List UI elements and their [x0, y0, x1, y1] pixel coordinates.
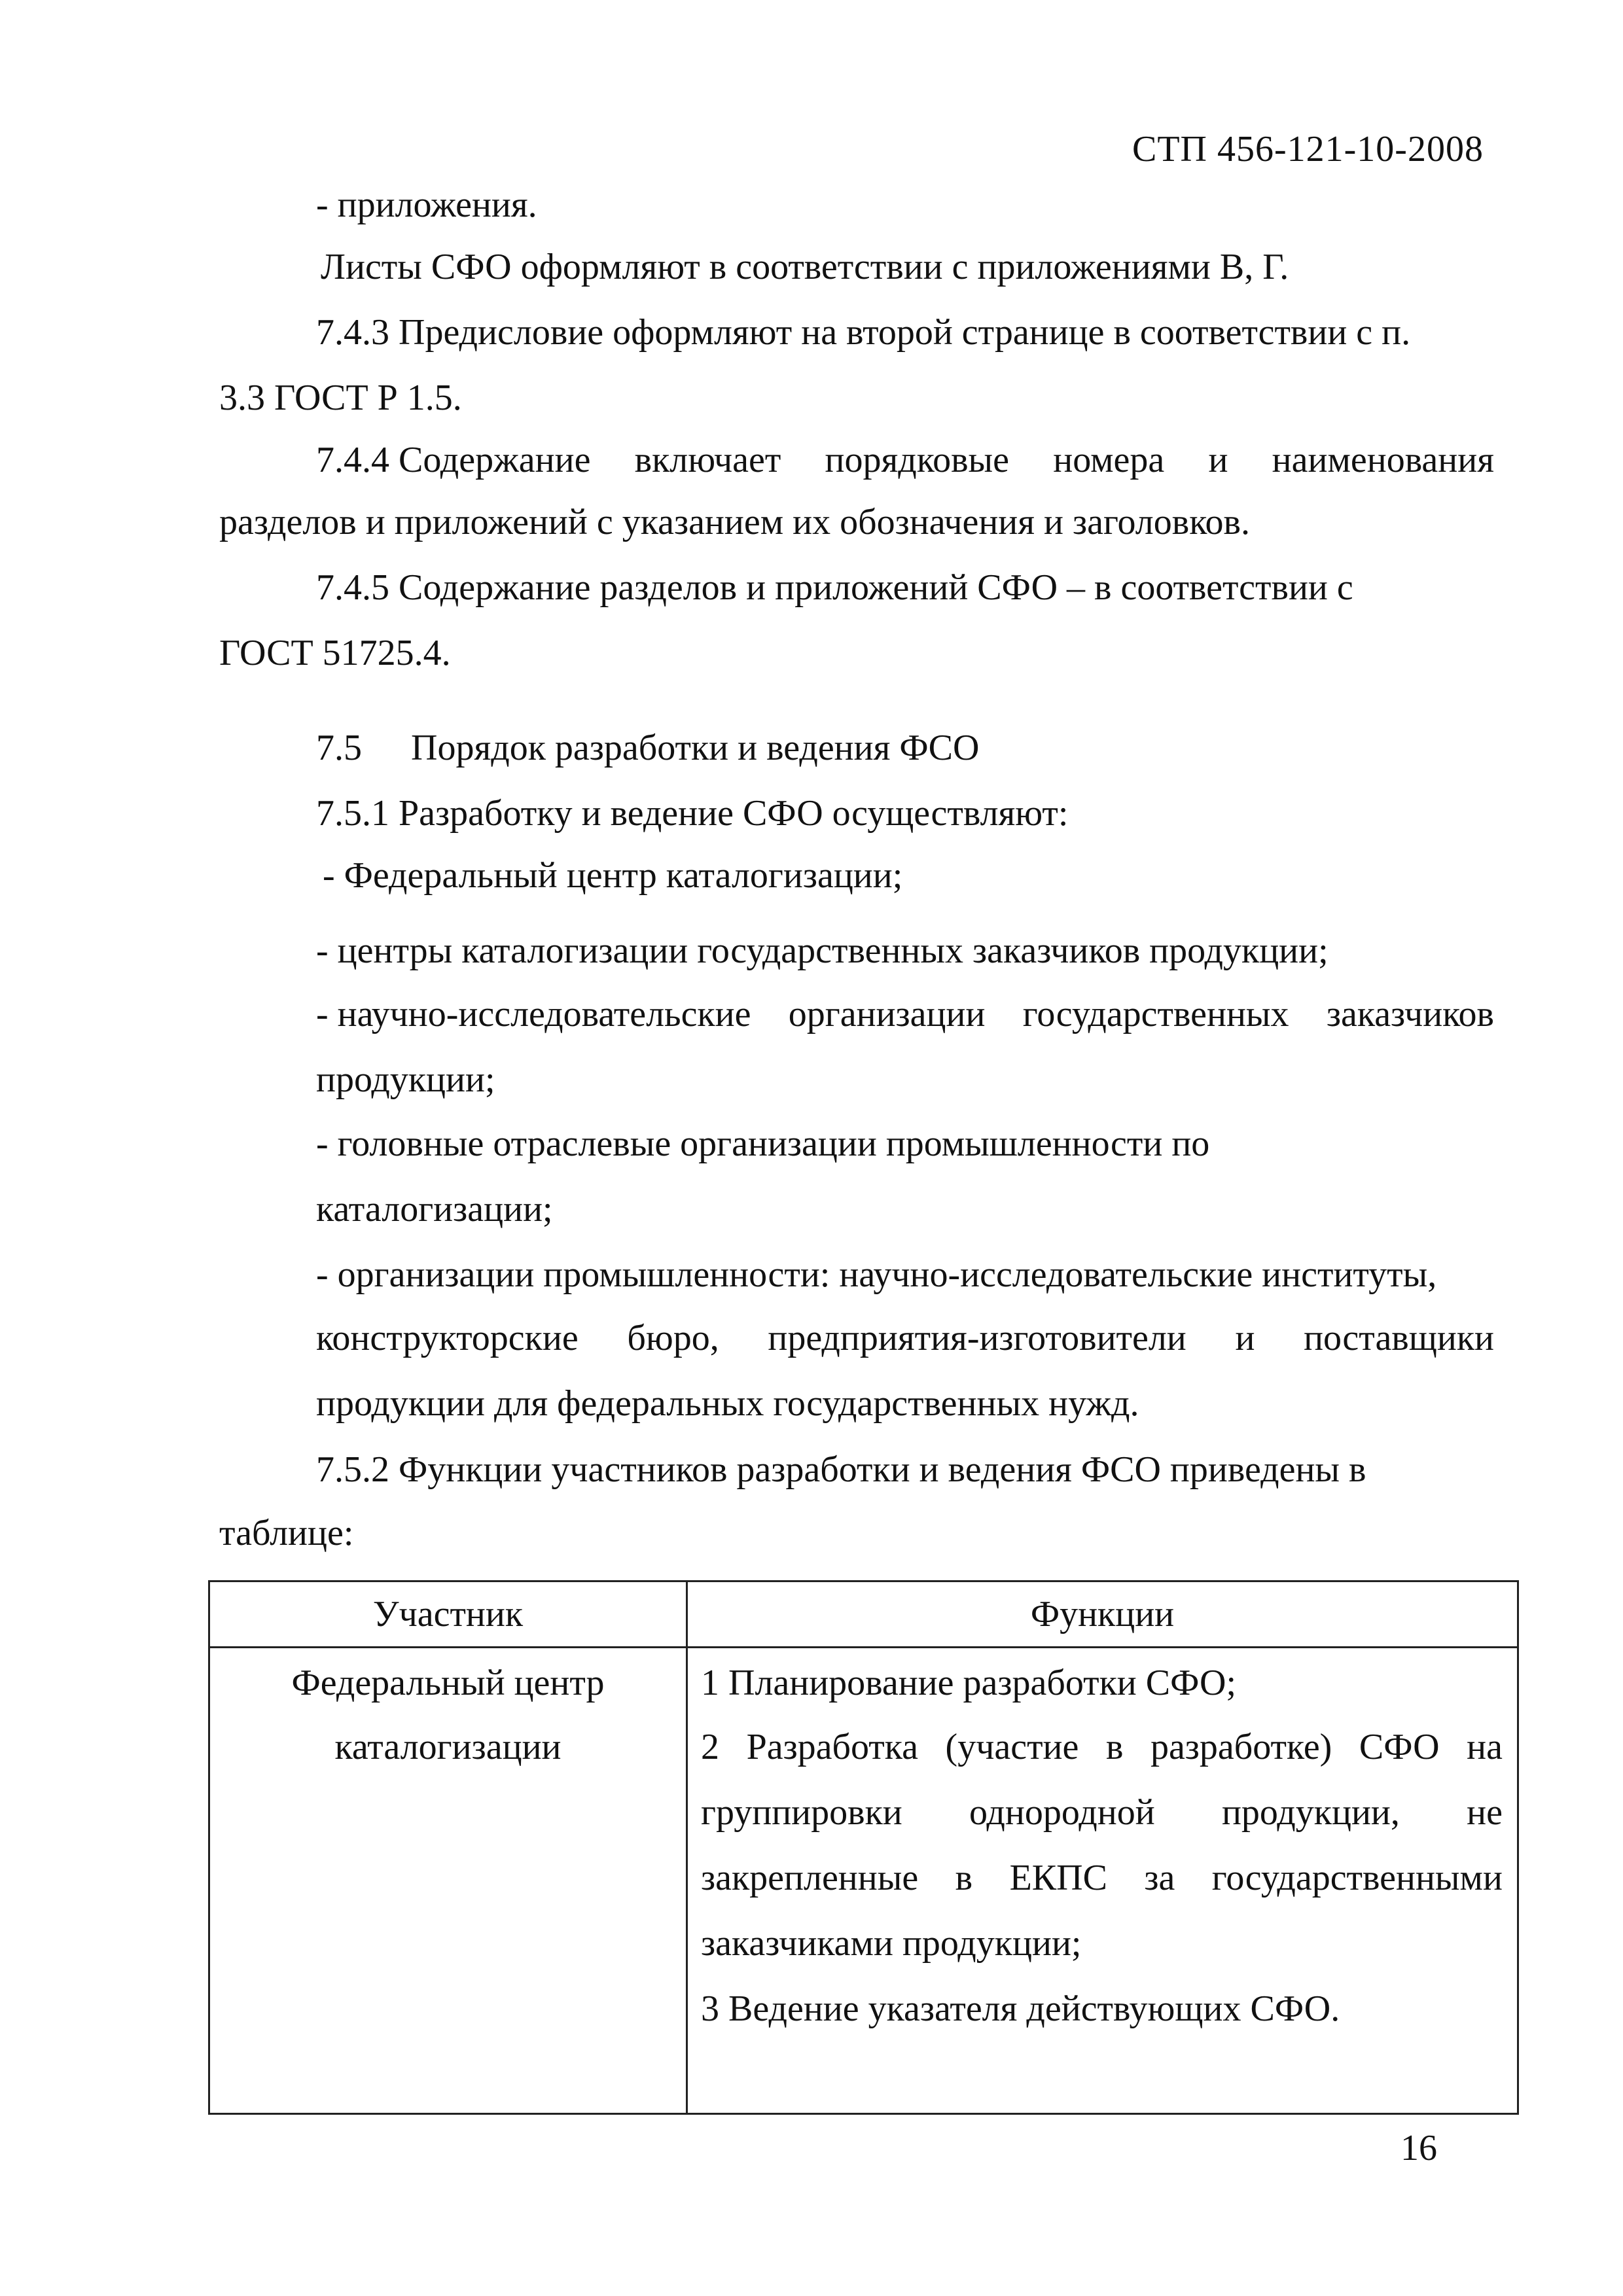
function-2-line-4: заказчиками продукции;	[701, 1923, 1082, 1964]
word: СФО	[1359, 1727, 1440, 1767]
participant-line-2: каталогизации	[334, 1727, 562, 1767]
word: номера	[1053, 440, 1165, 480]
word: 2	[701, 1727, 719, 1767]
word: государственными	[1211, 1858, 1503, 1898]
word: не	[1467, 1792, 1503, 1833]
functions-table	[208, 1580, 1519, 2115]
paragraph-7-5-2-line-1: 7.5.2 Функции участников разработки и ведения ФСО приведены в	[316, 1449, 1366, 1490]
paragraph-7-4-5-line-1: 7.4.5 Содержание разделов и приложений СФО – в соответствии с	[316, 567, 1353, 608]
word: однородной	[969, 1792, 1155, 1833]
word: за	[1144, 1858, 1175, 1898]
list-item-research-orgs-line-2: продукции;	[316, 1059, 495, 1100]
list-item-federal-center: - Федеральный центр каталогизации;	[323, 855, 903, 896]
word: Разработка	[746, 1727, 918, 1767]
word: наименования	[1272, 440, 1494, 480]
word: поставщики	[1304, 1318, 1494, 1358]
word: бюро,	[627, 1318, 719, 1358]
word: - научно-исследовательские	[316, 994, 751, 1034]
word: группировки	[701, 1792, 902, 1833]
list-item-research-orgs-line-1	[316, 993, 1494, 1036]
list-item-head-orgs-line-1: - головные отраслевые организации промышленности по	[316, 1123, 1210, 1164]
paragraph-7-4-4-line-2: разделов и приложений с указанием их обозначения и заголовков.	[219, 502, 1250, 542]
word: и	[1208, 440, 1228, 480]
column-header-functions: Функции	[687, 1581, 1518, 1648]
list-item-head-orgs-line-2: каталогизации;	[316, 1189, 553, 1229]
word: конструкторские	[316, 1318, 579, 1358]
word: включает	[634, 440, 781, 480]
word: заказчиков	[1326, 994, 1494, 1034]
word: предприятия-изготовители	[768, 1318, 1186, 1358]
function-2-line-2	[701, 1791, 1503, 1834]
section-number-7-5: 7.5	[316, 728, 362, 768]
word: в	[955, 1858, 973, 1898]
paragraph-listy-sfo: Листы СФО оформляют в соответствии с приложениями В, Г.	[321, 247, 1289, 287]
word: организации	[788, 994, 986, 1034]
word: закрепленные	[701, 1858, 919, 1898]
word: ЕКПС	[1009, 1858, 1107, 1898]
column-header-participant: Участник	[209, 1581, 687, 1648]
list-item-industry-orgs-line-1: - организации промышленности: научно-исследовательские институты,	[316, 1254, 1437, 1295]
word: разработке)	[1150, 1727, 1332, 1767]
functions-cell	[687, 1648, 1518, 2114]
function-3: 3 Ведение указателя действующих СФО.	[701, 1988, 1340, 2029]
word: (участие	[945, 1727, 1079, 1767]
page-number: 16	[1400, 2128, 1437, 2168]
paragraph-7-5-2-line-2: таблице:	[219, 1513, 354, 1553]
function-1: 1 Планирование разработки СФО;	[701, 1663, 1237, 1703]
function-2-line-3	[701, 1856, 1503, 1899]
word: продукции,	[1221, 1792, 1400, 1833]
word: 7.4.4 Содержание	[316, 440, 591, 480]
document-code: СТП 456-121-10-2008	[1132, 129, 1484, 169]
list-item-prilozheniya: - приложения.	[316, 185, 537, 225]
word: в	[1105, 1727, 1124, 1767]
word: государственных	[1022, 994, 1289, 1034]
section-title-7-5: Порядок разработки и ведения ФСО	[411, 728, 980, 768]
function-2-line-1	[701, 1725, 1503, 1769]
list-item-industry-orgs-line-2	[316, 1316, 1494, 1360]
list-item-industry-orgs-line-3: продукции для федеральных государственных нужд.	[316, 1383, 1139, 1424]
paragraph-7-4-4-line-1	[316, 438, 1494, 482]
word: и	[1235, 1318, 1255, 1358]
paragraph-7-4-3-line-2: 3.3 ГОСТ Р 1.5.	[219, 378, 462, 418]
participant-line-1: Федеральный центр	[291, 1663, 605, 1703]
list-item-centers: - центры каталогизации государственных заказчиков продукции;	[316, 930, 1329, 971]
paragraph-7-4-3-line-1: 7.4.3 Предисловие оформляют на второй странице в соответствии с п.	[316, 312, 1411, 353]
word: на	[1467, 1727, 1503, 1767]
table-header-row	[209, 1581, 1518, 1648]
paragraph-7-5-1: 7.5.1 Разработку и ведение СФО осуществляют:	[316, 793, 1069, 834]
paragraph-7-4-5-line-2: ГОСТ 51725.4.	[219, 633, 451, 673]
table-row	[209, 1648, 1518, 2114]
word: порядковые	[825, 440, 1010, 480]
participant-cell	[209, 1648, 687, 2114]
